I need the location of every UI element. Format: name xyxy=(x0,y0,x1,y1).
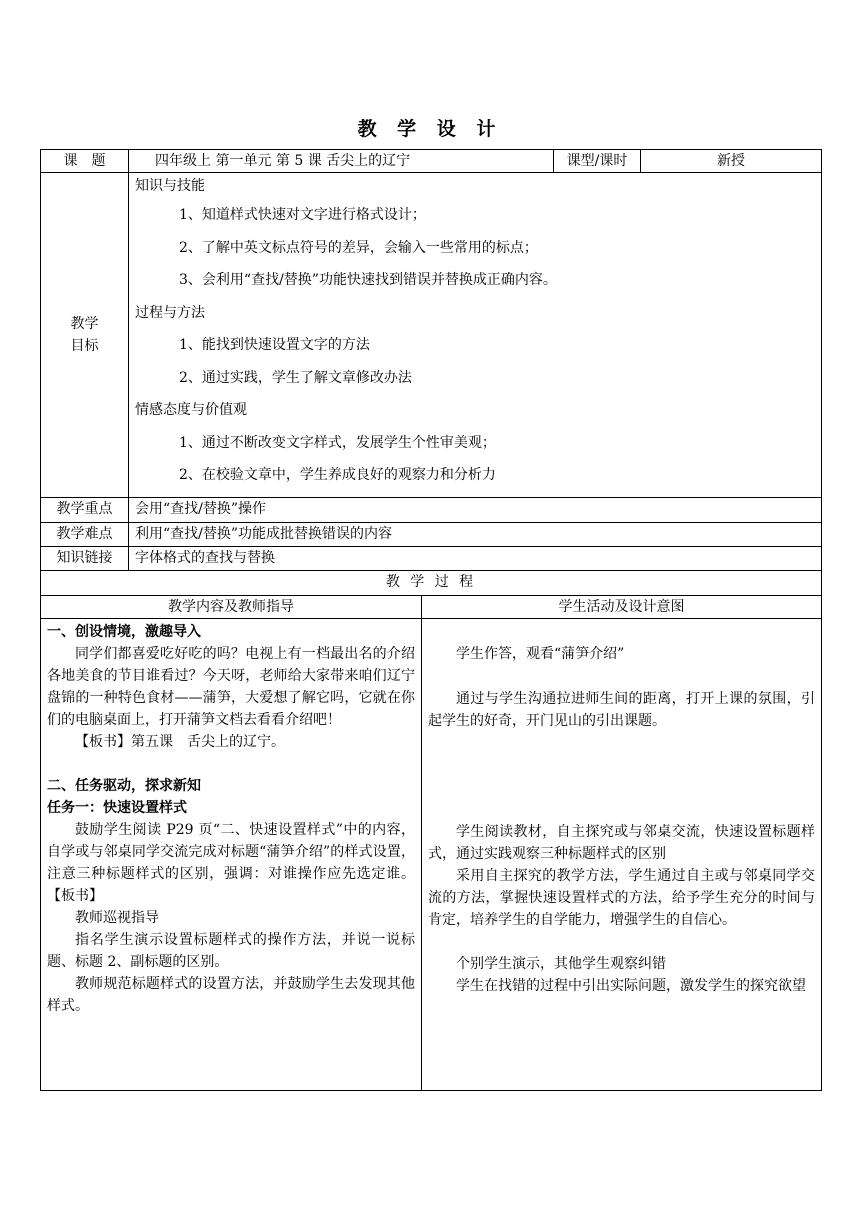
objective-item: 1、知道样式快速对文字进行格式设计； xyxy=(179,207,426,223)
objectives-label xyxy=(41,173,129,498)
knowledge-link-value: 字体格式的查找与替换 xyxy=(129,547,822,571)
knowledge-link-row xyxy=(41,547,822,571)
student-activity-item: 学生作答，观看“蒲笋介绍” xyxy=(456,646,625,663)
student-activity-item: 通过与学生沟通拉进师生间的距离，打开上课的氛围，引起学生的好奇，开门见山的引出课题。 xyxy=(428,690,816,729)
key-points-label: 教学重点 xyxy=(41,498,129,523)
topic-value: 四年级上 第一单元 第 5 课 舌尖上的辽宁 xyxy=(129,150,554,173)
difficulties-label: 教学难点 xyxy=(41,523,129,547)
student-activity-item: 学生在找错的过程中引出实际问题，激发学生的探究欲望 xyxy=(456,978,806,995)
objective-item: 1、通过不断改变文字样式，发展学生个性审美观； xyxy=(179,434,496,451)
teacher-guidance-content xyxy=(41,619,422,1091)
lesson-type-label: 课型/课时 xyxy=(554,150,641,173)
lesson-plan-table xyxy=(40,149,822,1091)
section-heading: 一、创设情境，激趣导入 xyxy=(47,624,201,640)
key-points-value: 会用“查找/替换”操作 xyxy=(129,498,822,523)
objective-item: 2、在校验文章中，学生养成良好的观察力和分析力 xyxy=(179,467,496,483)
demo-paragraph: 指名学生演示设置标题样式的操作方法，并说一说标题、标题 2、副标题的区别。 xyxy=(47,932,415,971)
student-activity-item: 采用自主探究的教学方法，学生通过自主或与邻桌同学交流的方法，掌握快速设置样式的方法，给予学生充分的时间与肯定，培养学生的自学能力，增强学生的自信心。 xyxy=(428,867,816,928)
task-heading: 任务一：快速设置样式 xyxy=(47,800,187,817)
process-content-row xyxy=(41,619,822,1091)
student-column-header: 学生活动及设计意图 xyxy=(422,596,822,619)
process-title: 教 学 过 程 xyxy=(41,571,822,596)
objective-item: 2、通过实践，学生了解文章修改办法 xyxy=(179,369,412,386)
section-heading: 二、任务驱动，探求新知 xyxy=(47,778,201,795)
teacher-column-header: 教学内容及教师指导 xyxy=(41,596,422,619)
student-activity-item: 学生阅读教材，自主探究或与邻桌交流，快速设置标题样式，通过实践观察三种标题样式的区别 xyxy=(428,823,816,862)
objectives-row xyxy=(41,173,822,498)
document-title: 教 学 设 计 xyxy=(357,118,503,140)
knowledge-link-label: 知识链接 xyxy=(41,547,129,571)
objective-section-process: 过程与方法 xyxy=(135,304,205,321)
process-header-row xyxy=(41,596,822,619)
task-paragraph: 鼓励学生阅读 P29 页“二、快速设置样式”中的内容，自学或与邻桌同学交流完成对标题“蒲笋介绍”的样式设置，注意三种标题样式的区别，强调：对谁操作应先选定谁。【板书】 xyxy=(47,822,415,905)
difficulties-value: 利用“查找/替换”功能成批替换错误的内容 xyxy=(129,523,822,547)
key-points-row xyxy=(41,498,822,523)
student-activity-item: 个别学生演示，其他学生观察纠错 xyxy=(456,956,666,973)
intro-paragraph: 同学们都喜爱吃好吃的吗？电视上有一档最出名的介绍各地美食的节目谁看过？今天呀，老师给大家带来咱们辽宁盘锦的一种特色食材——蒲笋，大爱想了解它吗，它就在你们的电脑桌面上，打开蒲笋文档去看看介绍吧！ xyxy=(47,646,415,728)
objectives-content xyxy=(129,173,822,498)
board-note: 【板书】第五课 舌尖上的辽宁。 xyxy=(75,734,285,750)
patrol-line: 教师巡视指导 xyxy=(75,910,159,927)
objective-section-attitude: 情感态度与价值观 xyxy=(135,402,247,418)
process-title-row xyxy=(41,571,822,596)
objectives-label-line2: 目标 xyxy=(70,338,99,354)
student-activity-content xyxy=(422,619,822,1091)
objective-section-knowledge: 知识与技能 xyxy=(135,178,205,194)
topic-row xyxy=(41,150,822,173)
lesson-type-value: 新授 xyxy=(641,150,822,173)
norm-paragraph: 教师规范标题样式的设置方法，并鼓励学生去发现其他样式。 xyxy=(47,976,415,1015)
objective-item: 3、会利用“查找/替换”功能快速找到错误并替换成正确内容。 xyxy=(179,272,557,288)
difficulties-row xyxy=(41,523,822,547)
objective-item: 1、能找到快速设置文字的方法 xyxy=(179,337,370,353)
objective-item: 2、了解中英文标点符号的差异，会输入一些常用的标点； xyxy=(179,239,538,256)
objectives-label-line1: 教学 xyxy=(70,316,99,332)
topic-label: 课 题 xyxy=(41,150,129,173)
